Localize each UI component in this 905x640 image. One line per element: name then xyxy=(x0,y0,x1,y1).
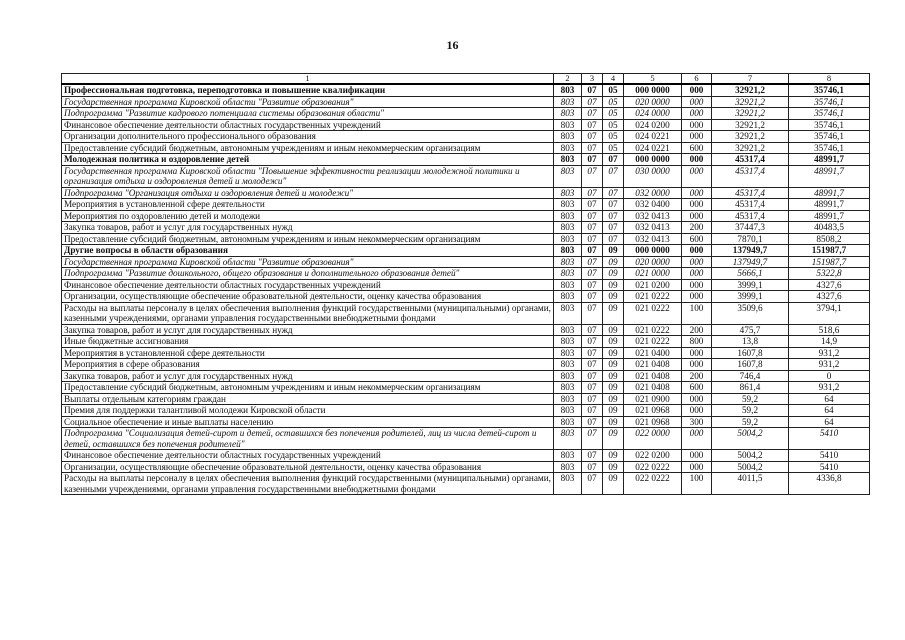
row-name-cell: Молодежная политика и оздоровление детей xyxy=(62,154,554,166)
amount-2016-cell: 0 xyxy=(789,370,870,382)
row-name-cell: Мероприятия в сфере образования xyxy=(62,359,554,371)
section-cell: 07 xyxy=(582,268,603,280)
section-cell: 07 xyxy=(582,336,603,348)
budget-table xyxy=(61,73,870,495)
target-article-cell: 022 0222 xyxy=(624,461,682,473)
row-name-cell: Премия для поддержки талантливой молодежи Кировской области xyxy=(62,405,554,417)
amount-2016-cell: 35746,1 xyxy=(789,108,870,120)
table-row xyxy=(62,108,870,120)
expense-type-cell: 000 xyxy=(682,461,712,473)
expense-type-cell: 600 xyxy=(682,382,712,394)
subsection-cell: 09 xyxy=(603,450,624,462)
subsection-cell: 09 xyxy=(603,324,624,336)
admin-code-cell: 803 xyxy=(554,165,582,187)
expense-type-cell: 000 xyxy=(682,119,712,131)
expense-type-cell: 100 xyxy=(682,473,712,495)
table-row xyxy=(62,222,870,234)
section-cell: 07 xyxy=(582,108,603,120)
admin-code-cell: 803 xyxy=(554,222,582,234)
table-row xyxy=(62,370,870,382)
expense-type-cell: 100 xyxy=(682,302,712,324)
amount-2016-cell: 5410 xyxy=(789,450,870,462)
row-name-cell: Мероприятия по оздоровлению детей и молодежи xyxy=(62,210,554,222)
admin-code-cell: 803 xyxy=(554,119,582,131)
amount-2016-cell: 3794,1 xyxy=(789,302,870,324)
table-row xyxy=(62,405,870,417)
section-cell: 07 xyxy=(582,450,603,462)
subsection-cell: 07 xyxy=(603,210,624,222)
amount-2016-cell: 5322,8 xyxy=(789,268,870,280)
subsection-cell: 09 xyxy=(603,473,624,495)
header-cell: 1 xyxy=(62,74,554,85)
subsection-cell: 09 xyxy=(603,370,624,382)
admin-code-cell: 803 xyxy=(554,233,582,245)
expense-type-cell: 200 xyxy=(682,222,712,234)
table-row xyxy=(62,199,870,211)
admin-code-cell: 803 xyxy=(554,336,582,348)
target-article-cell: 021 0408 xyxy=(624,359,682,371)
expense-type-cell: 000 xyxy=(682,84,712,96)
subsection-cell: 09 xyxy=(603,347,624,359)
table-row xyxy=(62,142,870,154)
admin-code-cell: 803 xyxy=(554,324,582,336)
expense-type-cell: 200 xyxy=(682,324,712,336)
amount-2016-cell: 35746,1 xyxy=(789,131,870,143)
admin-code-cell: 803 xyxy=(554,108,582,120)
admin-code-cell: 803 xyxy=(554,84,582,96)
expense-type-cell: 000 xyxy=(682,245,712,257)
subsection-cell: 09 xyxy=(603,405,624,417)
row-name-cell: Закупка товаров, работ и услуг для государственных нужд xyxy=(62,370,554,382)
target-article-cell: 024 0200 xyxy=(624,119,682,131)
row-name-cell: Расходы на выплаты персоналу в целях обеспечения выполнения функций государственными (муниципальными) органами, казенными учреждениями, органами управления государственными внебюджетными фондами xyxy=(62,473,554,495)
amount-2016-cell: 35746,1 xyxy=(789,119,870,131)
amount-2015-cell: 3999,1 xyxy=(712,291,789,303)
subsection-cell: 09 xyxy=(603,245,624,257)
subsection-cell: 09 xyxy=(603,428,624,450)
amount-2015-cell: 137949,7 xyxy=(712,245,789,257)
expense-type-cell: 600 xyxy=(682,233,712,245)
table-row xyxy=(62,256,870,268)
target-article-cell: 021 0222 xyxy=(624,291,682,303)
amount-2016-cell: 151987,7 xyxy=(789,245,870,257)
amount-2016-cell: 5410 xyxy=(789,428,870,450)
row-name-cell: Подпрограмма "Развитие кадрового потенциала системы образования области" xyxy=(62,108,554,120)
expense-type-cell: 000 xyxy=(682,96,712,108)
target-article-cell: 032 0000 xyxy=(624,187,682,199)
expense-type-cell: 000 xyxy=(682,405,712,417)
table-row xyxy=(62,382,870,394)
expense-type-cell: 000 xyxy=(682,347,712,359)
amount-2016-cell: 64 xyxy=(789,405,870,417)
subsection-cell: 09 xyxy=(603,393,624,405)
row-name-cell: Закупка товаров, работ и услуг для государственных нужд xyxy=(62,222,554,234)
row-name-cell: Подпрограмма "Социализация детей-сирот и детей, оставшихся без попечения родителей, лиц из числа детей-сирот и детей, оставшихся без попечения родителей" xyxy=(62,428,554,450)
amount-2015-cell: 5004,2 xyxy=(712,428,789,450)
amount-2016-cell: 4327,6 xyxy=(789,291,870,303)
header-cell: 4 xyxy=(603,74,624,85)
admin-code-cell: 803 xyxy=(554,142,582,154)
amount-2016-cell: 35746,1 xyxy=(789,84,870,96)
admin-code-cell: 803 xyxy=(554,256,582,268)
expense-type-cell: 000 xyxy=(682,165,712,187)
row-name-cell: Иные бюджетные ассигнования xyxy=(62,336,554,348)
header-cell: 2 xyxy=(554,74,582,85)
admin-code-cell: 803 xyxy=(554,450,582,462)
subsection-cell: 05 xyxy=(603,84,624,96)
table-row xyxy=(62,473,870,495)
table-row xyxy=(62,450,870,462)
row-name-cell: Предоставление субсидий бюджетным, автономным учреждениям и иным некоммерческим организациям xyxy=(62,233,554,245)
table-header-row xyxy=(62,74,870,85)
row-name-cell: Другие вопросы в области образования xyxy=(62,245,554,257)
header-cell: 8 xyxy=(789,74,870,85)
target-article-cell: 021 0400 xyxy=(624,347,682,359)
table-row xyxy=(62,96,870,108)
subsection-cell: 07 xyxy=(603,222,624,234)
target-article-cell: 032 0413 xyxy=(624,222,682,234)
section-cell: 07 xyxy=(582,324,603,336)
section-cell: 07 xyxy=(582,461,603,473)
row-name-cell: Организации, осуществляющие обеспечение образовательной деятельности, оценку качества образования xyxy=(62,291,554,303)
row-name-cell: Расходы на выплаты персоналу в целях обеспечения выполнения функций государственными (муниципальными) органами, казенными учреждениями, органами управления государственными внебюджетными фондами xyxy=(62,302,554,324)
admin-code-cell: 803 xyxy=(554,359,582,371)
amount-2016-cell: 48991,7 xyxy=(789,199,870,211)
section-cell: 07 xyxy=(582,154,603,166)
section-cell: 07 xyxy=(582,347,603,359)
subsection-cell: 09 xyxy=(603,268,624,280)
table-row xyxy=(62,279,870,291)
amount-2016-cell: 48991,7 xyxy=(789,187,870,199)
section-cell: 07 xyxy=(582,187,603,199)
row-name-cell: Подпрограмма "Развитие дошкольного, общего образования и дополнительного образования детей" xyxy=(62,268,554,280)
row-name-cell: Финансовое обеспечение деятельности областных государственных учреждений xyxy=(62,279,554,291)
amount-2015-cell: 45317,4 xyxy=(712,199,789,211)
admin-code-cell: 803 xyxy=(554,268,582,280)
target-article-cell: 032 0413 xyxy=(624,210,682,222)
header-cell: 6 xyxy=(682,74,712,85)
target-article-cell: 021 0900 xyxy=(624,393,682,405)
subsection-cell: 07 xyxy=(603,199,624,211)
row-name-cell: Мероприятия в установленной сфере деятельности xyxy=(62,199,554,211)
subsection-cell: 07 xyxy=(603,154,624,166)
expense-type-cell: 000 xyxy=(682,279,712,291)
amount-2015-cell: 45317,4 xyxy=(712,210,789,222)
subsection-cell: 05 xyxy=(603,142,624,154)
amount-2015-cell: 59,2 xyxy=(712,416,789,428)
section-cell: 07 xyxy=(582,84,603,96)
amount-2015-cell: 1607,8 xyxy=(712,359,789,371)
target-article-cell: 032 0413 xyxy=(624,233,682,245)
table-row xyxy=(62,119,870,131)
amount-2016-cell: 48991,7 xyxy=(789,154,870,166)
admin-code-cell: 803 xyxy=(554,416,582,428)
expense-type-cell: 000 xyxy=(682,187,712,199)
table-row xyxy=(62,461,870,473)
table-row xyxy=(62,291,870,303)
row-name-cell: Предоставление субсидий бюджетным, автономным учреждениям и иным некоммерческим организациям xyxy=(62,382,554,394)
target-article-cell: 020 0000 xyxy=(624,96,682,108)
table-row xyxy=(62,187,870,199)
section-cell: 07 xyxy=(582,165,603,187)
amount-2015-cell: 45317,4 xyxy=(712,187,789,199)
amount-2015-cell: 3509,6 xyxy=(712,302,789,324)
table-row xyxy=(62,336,870,348)
target-article-cell: 021 0408 xyxy=(624,382,682,394)
expense-type-cell: 000 xyxy=(682,450,712,462)
header-cell: 7 xyxy=(712,74,789,85)
row-name-cell: Закупка товаров, работ и услуг для государственных нужд xyxy=(62,324,554,336)
target-article-cell: 021 0000 xyxy=(624,268,682,280)
admin-code-cell: 803 xyxy=(554,291,582,303)
amount-2015-cell: 1607,8 xyxy=(712,347,789,359)
subsection-cell: 05 xyxy=(603,108,624,120)
table-row xyxy=(62,416,870,428)
expense-type-cell: 000 xyxy=(682,108,712,120)
row-name-cell: Государственная программа Кировской области "Повышение эффективности реализации молодежной политики и организация отдыха и оздоровления детей и молодежи" xyxy=(62,165,554,187)
row-name-cell: Профессиональная подготовка, переподготовка и повышение квалификации xyxy=(62,84,554,96)
target-article-cell: 021 0222 xyxy=(624,324,682,336)
subsection-cell: 09 xyxy=(603,382,624,394)
target-article-cell: 020 0000 xyxy=(624,256,682,268)
expense-type-cell: 200 xyxy=(682,370,712,382)
subsection-cell: 09 xyxy=(603,336,624,348)
subsection-cell: 09 xyxy=(603,359,624,371)
admin-code-cell: 803 xyxy=(554,210,582,222)
amount-2016-cell: 4327,6 xyxy=(789,279,870,291)
amount-2015-cell: 3999,1 xyxy=(712,279,789,291)
target-article-cell: 022 0200 xyxy=(624,450,682,462)
section-cell: 07 xyxy=(582,291,603,303)
amount-2016-cell: 151987,7 xyxy=(789,256,870,268)
row-name-cell: Организации дополнительного профессионального образования xyxy=(62,131,554,143)
expense-type-cell: 000 xyxy=(682,268,712,280)
table-row xyxy=(62,359,870,371)
row-name-cell: Государственная программа Кировской области "Развитие образования" xyxy=(62,96,554,108)
row-name-cell: Финансовое обеспечение деятельности областных государственных учреждений xyxy=(62,450,554,462)
row-name-cell: Финансовое обеспечение деятельности областных государственных учреждений xyxy=(62,119,554,131)
target-article-cell: 021 0968 xyxy=(624,416,682,428)
admin-code-cell: 803 xyxy=(554,199,582,211)
amount-2016-cell: 5410 xyxy=(789,461,870,473)
target-article-cell: 024 0221 xyxy=(624,131,682,143)
amount-2015-cell: 13,8 xyxy=(712,336,789,348)
subsection-cell: 07 xyxy=(603,187,624,199)
admin-code-cell: 803 xyxy=(554,382,582,394)
amount-2015-cell: 5666,1 xyxy=(712,268,789,280)
amount-2016-cell: 8508,2 xyxy=(789,233,870,245)
section-cell: 07 xyxy=(582,302,603,324)
subsection-cell: 07 xyxy=(603,165,624,187)
amount-2016-cell: 35746,1 xyxy=(789,96,870,108)
section-cell: 07 xyxy=(582,359,603,371)
admin-code-cell: 803 xyxy=(554,461,582,473)
amount-2015-cell: 4011,5 xyxy=(712,473,789,495)
target-article-cell: 024 0221 xyxy=(624,142,682,154)
admin-code-cell: 803 xyxy=(554,154,582,166)
amount-2015-cell: 32921,2 xyxy=(712,131,789,143)
section-cell: 07 xyxy=(582,142,603,154)
admin-code-cell: 803 xyxy=(554,187,582,199)
table-row xyxy=(62,131,870,143)
subsection-cell: 05 xyxy=(603,119,624,131)
table-row xyxy=(62,245,870,257)
subsection-cell: 09 xyxy=(603,279,624,291)
subsection-cell: 07 xyxy=(603,233,624,245)
target-article-cell: 000 0000 xyxy=(624,245,682,257)
target-article-cell: 000 0000 xyxy=(624,84,682,96)
target-article-cell: 032 0400 xyxy=(624,199,682,211)
subsection-cell: 09 xyxy=(603,302,624,324)
admin-code-cell: 803 xyxy=(554,428,582,450)
amount-2015-cell: 32921,2 xyxy=(712,119,789,131)
section-cell: 07 xyxy=(582,416,603,428)
amount-2016-cell: 35746,1 xyxy=(789,142,870,154)
table-row xyxy=(62,84,870,96)
subsection-cell: 09 xyxy=(603,291,624,303)
amount-2016-cell: 4336,8 xyxy=(789,473,870,495)
section-cell: 07 xyxy=(582,199,603,211)
table-row xyxy=(62,428,870,450)
admin-code-cell: 803 xyxy=(554,302,582,324)
target-article-cell: 021 0200 xyxy=(624,279,682,291)
table-row xyxy=(62,210,870,222)
section-cell: 07 xyxy=(582,405,603,417)
section-cell: 07 xyxy=(582,370,603,382)
amount-2015-cell: 7870,1 xyxy=(712,233,789,245)
admin-code-cell: 803 xyxy=(554,96,582,108)
expense-type-cell: 000 xyxy=(682,199,712,211)
amount-2015-cell: 746,4 xyxy=(712,370,789,382)
section-cell: 07 xyxy=(582,393,603,405)
section-cell: 07 xyxy=(582,96,603,108)
admin-code-cell: 803 xyxy=(554,347,582,359)
admin-code-cell: 803 xyxy=(554,405,582,417)
target-article-cell: 021 0222 xyxy=(624,336,682,348)
amount-2015-cell: 45317,4 xyxy=(712,154,789,166)
expense-type-cell: 000 xyxy=(682,154,712,166)
expense-type-cell: 000 xyxy=(682,210,712,222)
target-article-cell: 024 0000 xyxy=(624,108,682,120)
row-name-cell: Мероприятия в установленной сфере деятельности xyxy=(62,347,554,359)
table-row xyxy=(62,324,870,336)
table-row xyxy=(62,233,870,245)
section-cell: 07 xyxy=(582,382,603,394)
target-article-cell: 021 0222 xyxy=(624,302,682,324)
row-name-cell: Социальное обеспечение и иные выплаты населению xyxy=(62,416,554,428)
expense-type-cell: 000 xyxy=(682,359,712,371)
table-row xyxy=(62,154,870,166)
amount-2016-cell: 48991,7 xyxy=(789,210,870,222)
amount-2015-cell: 5004,2 xyxy=(712,450,789,462)
expense-type-cell: 000 xyxy=(682,291,712,303)
table-row xyxy=(62,165,870,187)
section-cell: 07 xyxy=(582,245,603,257)
expense-type-cell: 300 xyxy=(682,416,712,428)
amount-2015-cell: 861,4 xyxy=(712,382,789,394)
amount-2016-cell: 518,6 xyxy=(789,324,870,336)
target-article-cell: 022 0222 xyxy=(624,473,682,495)
table-row xyxy=(62,302,870,324)
subsection-cell: 09 xyxy=(603,256,624,268)
amount-2015-cell: 475,7 xyxy=(712,324,789,336)
row-name-cell: Выплаты отдельным категориям граждан xyxy=(62,393,554,405)
target-article-cell: 021 0408 xyxy=(624,370,682,382)
admin-code-cell: 803 xyxy=(554,393,582,405)
section-cell: 07 xyxy=(582,222,603,234)
subsection-cell: 05 xyxy=(603,131,624,143)
admin-code-cell: 803 xyxy=(554,473,582,495)
table-row xyxy=(62,268,870,280)
table-row xyxy=(62,393,870,405)
subsection-cell: 09 xyxy=(603,416,624,428)
amount-2016-cell: 931,2 xyxy=(789,359,870,371)
admin-code-cell: 803 xyxy=(554,279,582,291)
amount-2015-cell: 45317,4 xyxy=(712,165,789,187)
amount-2015-cell: 59,2 xyxy=(712,405,789,417)
expense-type-cell: 000 xyxy=(682,131,712,143)
amount-2015-cell: 137949,7 xyxy=(712,256,789,268)
section-cell: 07 xyxy=(582,256,603,268)
table-row xyxy=(62,347,870,359)
section-cell: 07 xyxy=(582,119,603,131)
row-name-cell: Подпрограмма "Организация отдыха и оздоровления детей и молодежи" xyxy=(62,187,554,199)
admin-code-cell: 803 xyxy=(554,245,582,257)
amount-2015-cell: 5004,2 xyxy=(712,461,789,473)
subsection-cell: 05 xyxy=(603,96,624,108)
target-article-cell: 030 0000 xyxy=(624,165,682,187)
header-cell: 3 xyxy=(582,74,603,85)
target-article-cell: 022 0000 xyxy=(624,428,682,450)
expense-type-cell: 000 xyxy=(682,256,712,268)
amount-2016-cell: 931,2 xyxy=(789,382,870,394)
section-cell: 07 xyxy=(582,131,603,143)
subsection-cell: 09 xyxy=(603,461,624,473)
section-cell: 07 xyxy=(582,233,603,245)
amount-2015-cell: 37447,3 xyxy=(712,222,789,234)
amount-2016-cell: 64 xyxy=(789,393,870,405)
amount-2016-cell: 14,9 xyxy=(789,336,870,348)
admin-code-cell: 803 xyxy=(554,131,582,143)
amount-2015-cell: 32921,2 xyxy=(712,84,789,96)
header-cell: 5 xyxy=(624,74,682,85)
expense-type-cell: 800 xyxy=(682,336,712,348)
section-cell: 07 xyxy=(582,279,603,291)
amount-2016-cell: 931,2 xyxy=(789,347,870,359)
amount-2016-cell: 48991,7 xyxy=(789,165,870,187)
row-name-cell: Организации, осуществляющие обеспечение образовательной деятельности, оценку качества образования xyxy=(62,461,554,473)
expense-type-cell: 000 xyxy=(682,428,712,450)
amount-2015-cell: 32921,2 xyxy=(712,142,789,154)
row-name-cell: Государственная программа Кировской области "Развитие образования" xyxy=(62,256,554,268)
amount-2015-cell: 32921,2 xyxy=(712,96,789,108)
amount-2016-cell: 64 xyxy=(789,416,870,428)
target-article-cell: 000 0000 xyxy=(624,154,682,166)
expense-type-cell: 000 xyxy=(682,393,712,405)
amount-2016-cell: 40483,5 xyxy=(789,222,870,234)
row-name-cell: Предоставление субсидий бюджетным, автономным учреждениям и иным некоммерческим организациям xyxy=(62,142,554,154)
page-number: 16 xyxy=(446,38,459,52)
amount-2015-cell: 32921,2 xyxy=(712,108,789,120)
target-article-cell: 021 0968 xyxy=(624,405,682,417)
amount-2015-cell: 59,2 xyxy=(712,393,789,405)
expense-type-cell: 600 xyxy=(682,142,712,154)
section-cell: 07 xyxy=(582,473,603,495)
section-cell: 07 xyxy=(582,210,603,222)
admin-code-cell: 803 xyxy=(554,370,582,382)
section-cell: 07 xyxy=(582,428,603,450)
